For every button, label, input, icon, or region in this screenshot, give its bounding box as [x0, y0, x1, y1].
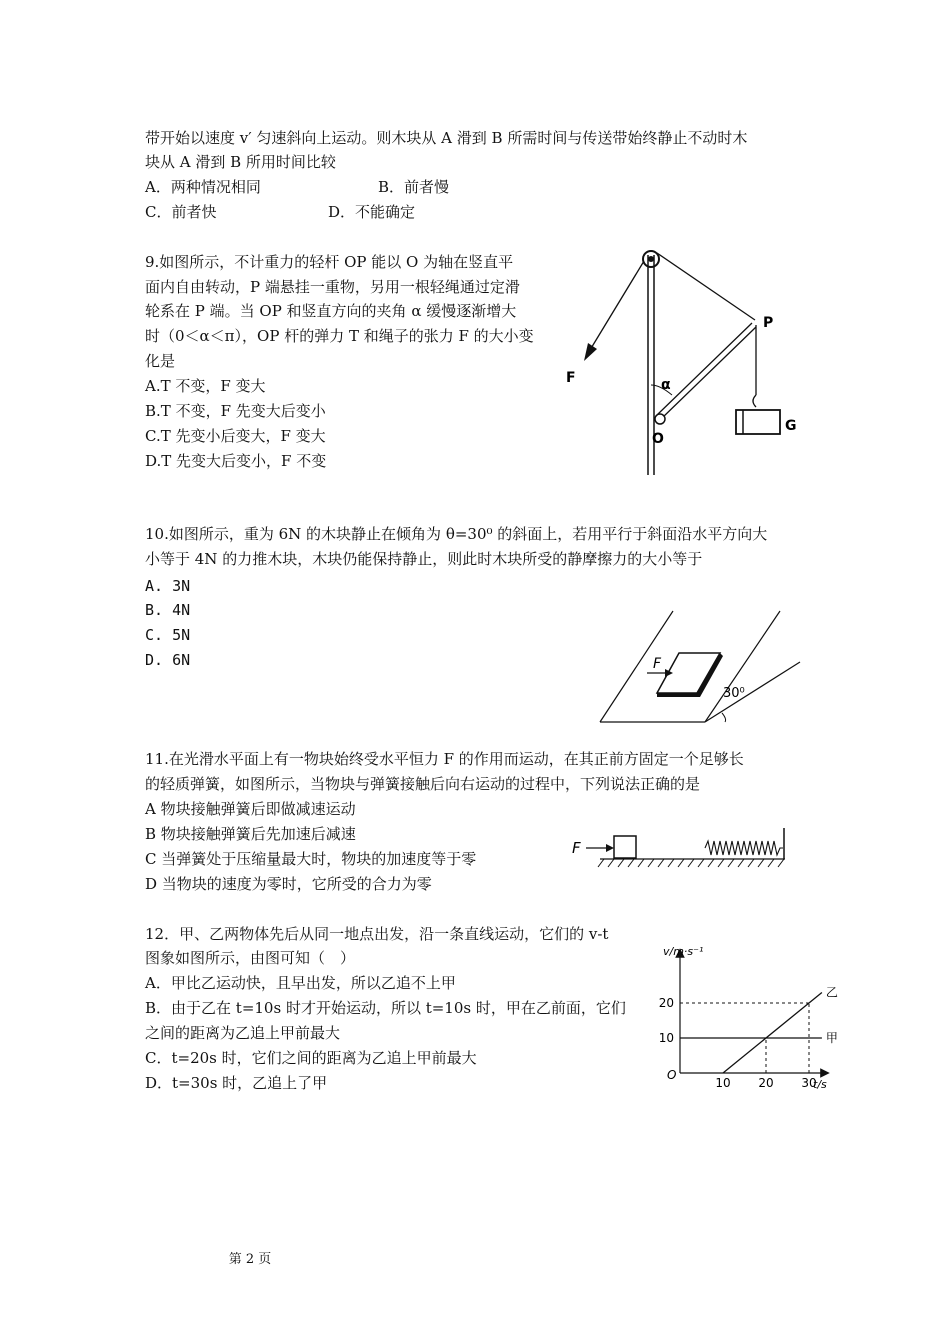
q8-option-c: C．前者快	[145, 203, 217, 221]
y-axis-label: v/m·s⁻¹	[663, 945, 704, 958]
q8-option-a: A．两种情况相同	[145, 178, 261, 196]
q12-option-b-line-1: B．由于乙在 t=10s 时才开始运动，所以 t=10s 时，甲在乙前面，它们	[145, 999, 626, 1017]
q8-option-d: D．不能确定	[328, 203, 416, 221]
q9-pulley-figure	[560, 245, 810, 480]
y-tick-label: 10	[658, 1031, 674, 1045]
q12-line-2: 图象如图所示，由图可知（ ）	[145, 949, 356, 967]
q11-line-1: 11.在光滑水平面上有一物块始终受水平恒力 F 的作用而运动，在其正前方固定一个足够长	[145, 750, 744, 768]
q8-option-b: B．前者慢	[378, 178, 450, 196]
label-g: G	[785, 418, 797, 434]
rope-force-f	[590, 261, 644, 350]
sliding-block	[614, 836, 636, 858]
q9-line-3: 轮系在 P 端。当 OP 和竖直方向的夹角 α 缓慢逐渐增大	[145, 302, 517, 320]
q11-option-c: C 当弹簧处于压缩量最大时，物块的加速度等于零	[145, 850, 477, 868]
label-p: P	[763, 315, 774, 331]
incline-left-edge	[600, 611, 673, 722]
force-arrow-icon	[584, 343, 597, 361]
vt-chart	[655, 945, 838, 1095]
q9-line-1: 9.如图所示，不计重力的轻杆 OP 能以 O 为轴在竖直平	[145, 253, 514, 271]
x-tick-label: 20	[758, 1076, 774, 1090]
q10-line-1: 10.如图所示，重为 6N 的木块静止在倾角为 θ=30⁰ 的斜面上，若用平行于斜面沿水平方向大	[145, 525, 768, 543]
q10-option-b: B. 4N	[145, 601, 191, 619]
rod-op	[657, 323, 752, 415]
series-label: 乙	[825, 985, 838, 1000]
incline-slope-line	[705, 662, 800, 722]
x-axis-label: t/s	[813, 1078, 827, 1091]
q11-spring-figure	[570, 826, 790, 876]
label-f: F	[572, 839, 581, 857]
hinge-icon	[655, 414, 665, 424]
q9-line-2: 面内自由转动，P 端悬挂一重物，另用一根轻绳通过定滑	[145, 278, 520, 296]
force-arrow-icon	[606, 844, 614, 852]
q12-option-a: A．甲比乙运动快，且早出发，所以乙追不上甲	[145, 974, 456, 992]
rope-to-p	[657, 253, 755, 320]
label-f: F	[653, 656, 662, 672]
q11-option-a: A 物块接触弹簧后即做减速运动	[145, 800, 356, 818]
q12-option-b-line-2: 之间的距离为乙追上甲前最大	[145, 1024, 341, 1042]
q9-option-a: A.T 不变，F 变大	[145, 377, 266, 395]
spring-coil	[705, 841, 783, 855]
page-footer: 第 2 页	[228, 1252, 272, 1267]
q10-option-c: C. 5N	[145, 626, 191, 644]
q8-line-1: 带开始以速度 v′ 匀速斜向上运动。则木块从 A 滑到 B 所需时间与传送带始终静止不动时木	[145, 129, 748, 147]
y-tick-label: 20	[658, 996, 674, 1010]
q12-line-1: 12．甲、乙两物体先后从同一地点出发，沿一条直线运动，它们的 v-t	[145, 925, 609, 943]
q11-option-b: B 物块接触弹簧后先加速后减速	[145, 825, 356, 843]
q9-option-d: D.T 先变大后变小，F 不变	[145, 452, 327, 470]
q12-option-c: C．t=20s 时，它们之间的距离为乙追上甲前最大	[145, 1049, 477, 1067]
q10-incline-figure	[595, 605, 810, 730]
x-tick-label: 10	[715, 1076, 731, 1090]
q9-line-5: 化是	[145, 352, 176, 370]
label-o: O	[652, 431, 664, 447]
origin-label: O	[667, 1068, 677, 1082]
x-tick-label: 30	[801, 1076, 817, 1090]
q10-option-d: D. 6N	[145, 651, 191, 669]
q12-option-d: D．t=30s 时，乙追上了甲	[145, 1074, 328, 1092]
q9-option-c: C.T 先变小后变大，F 变大	[145, 427, 326, 445]
q11-option-d: D 当物块的速度为零时，它所受的合力为零	[145, 875, 432, 893]
q10-line-2: 小等于 4N 的力推木块，木块仍能保持静止，则此时木块所受的静摩擦力的大小等于	[145, 550, 703, 568]
q11-line-2: 的轻质弹簧，如图所示，当物块与弹簧接触后向右运动的过程中，下列说法正确的是	[145, 775, 701, 793]
series-label: 甲	[825, 1031, 838, 1045]
label-angle: 30⁰	[723, 686, 745, 701]
series-line-乙	[723, 993, 822, 1074]
label-f: F	[566, 370, 576, 386]
label-alpha: α	[661, 377, 671, 393]
q8-line-2: 块从 A 滑到 B 所用时间比较	[145, 153, 336, 171]
q10-option-a: A. 3N	[145, 577, 191, 595]
q9-option-b: B.T 不变，F 先变大后变小	[145, 402, 326, 420]
ground-hatching	[598, 859, 784, 867]
q9-line-4: 时（0＜α＜π），OP 杆的弹力 T 和绳子的张力 F 的大小变	[145, 327, 534, 345]
